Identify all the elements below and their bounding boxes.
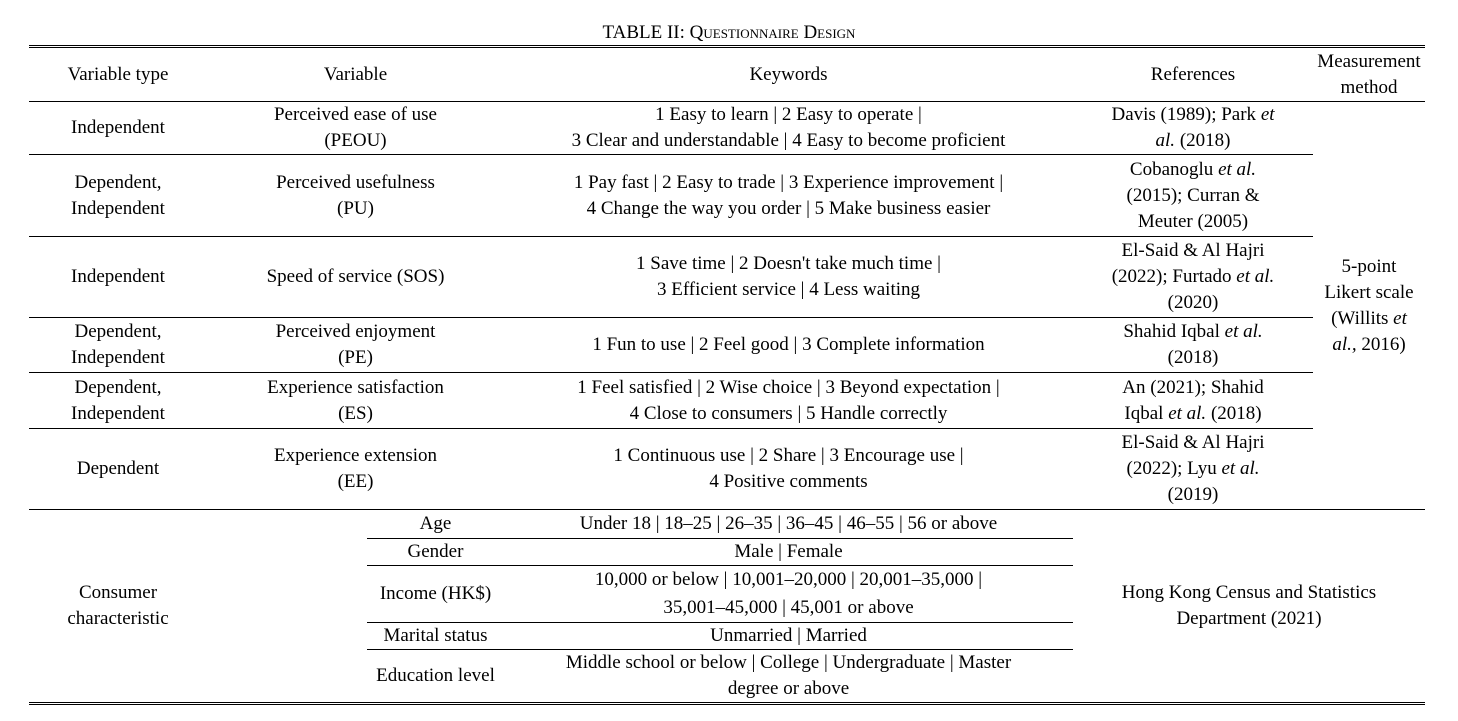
references-cell: An (2021); Shahid Iqbal et al. (2018) (1073, 373, 1313, 429)
table-row (29, 102, 1425, 155)
header-variable: Variable (207, 47, 504, 102)
variable-cell: Perceived enjoyment (PE) (207, 318, 504, 373)
keywords-cell: 1 Continuous use | 2 Share | 3 Encourage use | 4 Positive comments (613, 445, 964, 492)
table-row (29, 155, 1425, 237)
keywords-cell: 1 Fun to use | 2 Feel good | 3 Complete information (504, 318, 1073, 373)
caption-prefix: TABLE II: (602, 22, 690, 43)
consumer-item-values: Male | Female (504, 539, 1073, 566)
table-row (29, 373, 1425, 429)
table-caption (0, 22, 1458, 44)
consumer-item-values: Unmarried | Married (504, 623, 1073, 650)
table-row (29, 237, 1425, 318)
keywords-cell: 1 Easy to learn | 2 Easy to operate | 3 Clear and understandable | 4 Easy to become proficient (504, 102, 1073, 155)
keywords-cell: 1 Save time | 2 Doesn't take much time | 3 Efficient service | 4 Less waiting (504, 237, 1073, 318)
header-measurement-method: Measurement method (1313, 47, 1425, 102)
header-row (29, 47, 1425, 102)
caption-title: Questionnaire Design (689, 22, 856, 43)
consumer-item-name: Gender (367, 539, 504, 566)
header-keywords: Keywords (504, 47, 1073, 102)
consumer-item-name: Income (HK$) (367, 566, 504, 623)
consumer-item-name: Education level (367, 650, 504, 704)
variable-type-cell: Dependent (76, 458, 160, 479)
consumer-source-cell: Hong Kong Census and Statistics Department (2021) (1073, 510, 1425, 704)
references-cell: Shahid Iqbal et al. (2018) (1073, 318, 1313, 373)
consumer-item-values: 10,000 or below | 10,001–20,000 | 20,001–35,000 | 35,001–45,000 | 45,001 or above (504, 566, 1073, 623)
questionnaire-table (29, 45, 1425, 705)
table-row (29, 429, 1425, 510)
consumer-item-values: Under 18 | 18–25 | 26–35 | 36–45 | 46–55 | 56 or above (504, 510, 1073, 539)
keywords-cell: 1 Feel satisfied | 2 Wise choice | 3 Beyond expectation | 4 Close to consumers | 5 Handle correctly (504, 373, 1073, 429)
references-cell: El-Said & Al Hajri (2022); Lyu et al. (2019) (1121, 432, 1265, 505)
consumer-type-cell: Consumer characteristic (29, 510, 207, 704)
references-cell: El-Said & Al Hajri (2022); Furtado et al. (2020) (1073, 237, 1313, 318)
keywords-cell: 1 Pay fast | 2 Easy to trade | 3 Experience improvement | 4 Change the way you order | 5 Make business easier (504, 155, 1073, 237)
variable-type-cell: Dependent, Independent (29, 318, 207, 373)
header-references: References (1073, 47, 1313, 102)
measurement-method-cell: 5-point Likert scale (Willits et al., 2016) (1324, 255, 1414, 355)
variable-cell: Perceived usefulness (PU) (207, 155, 504, 237)
variable-cell: Perceived ease of use (PEOU) (207, 102, 504, 155)
consumer-item-name: Marital status (367, 623, 504, 650)
references-cell: Cobanoglu et al. (2015); Curran & Meuter (2005) (1073, 155, 1313, 237)
variable-type-cell: Independent (29, 102, 207, 155)
table-row (29, 318, 1425, 373)
variable-cell: Experience satisfaction (ES) (207, 373, 504, 429)
variable-type-cell: Dependent, Independent (29, 373, 207, 429)
variable-cell: Experience extension (EE) (273, 445, 437, 492)
consumer-item-name: Age (367, 510, 504, 539)
references-cell: Davis (1989); Park et al. (2018) (1073, 102, 1313, 155)
header-variable-type: Variable type (29, 47, 207, 102)
variable-cell: Speed of service (SOS) (207, 237, 504, 318)
variable-type-cell: Dependent, Independent (29, 155, 207, 237)
variable-type-cell: Independent (29, 237, 207, 318)
consumer-item-values: Middle school or below | College | Undergraduate | Master degree or above (504, 650, 1073, 704)
consumer-row (29, 510, 1425, 539)
